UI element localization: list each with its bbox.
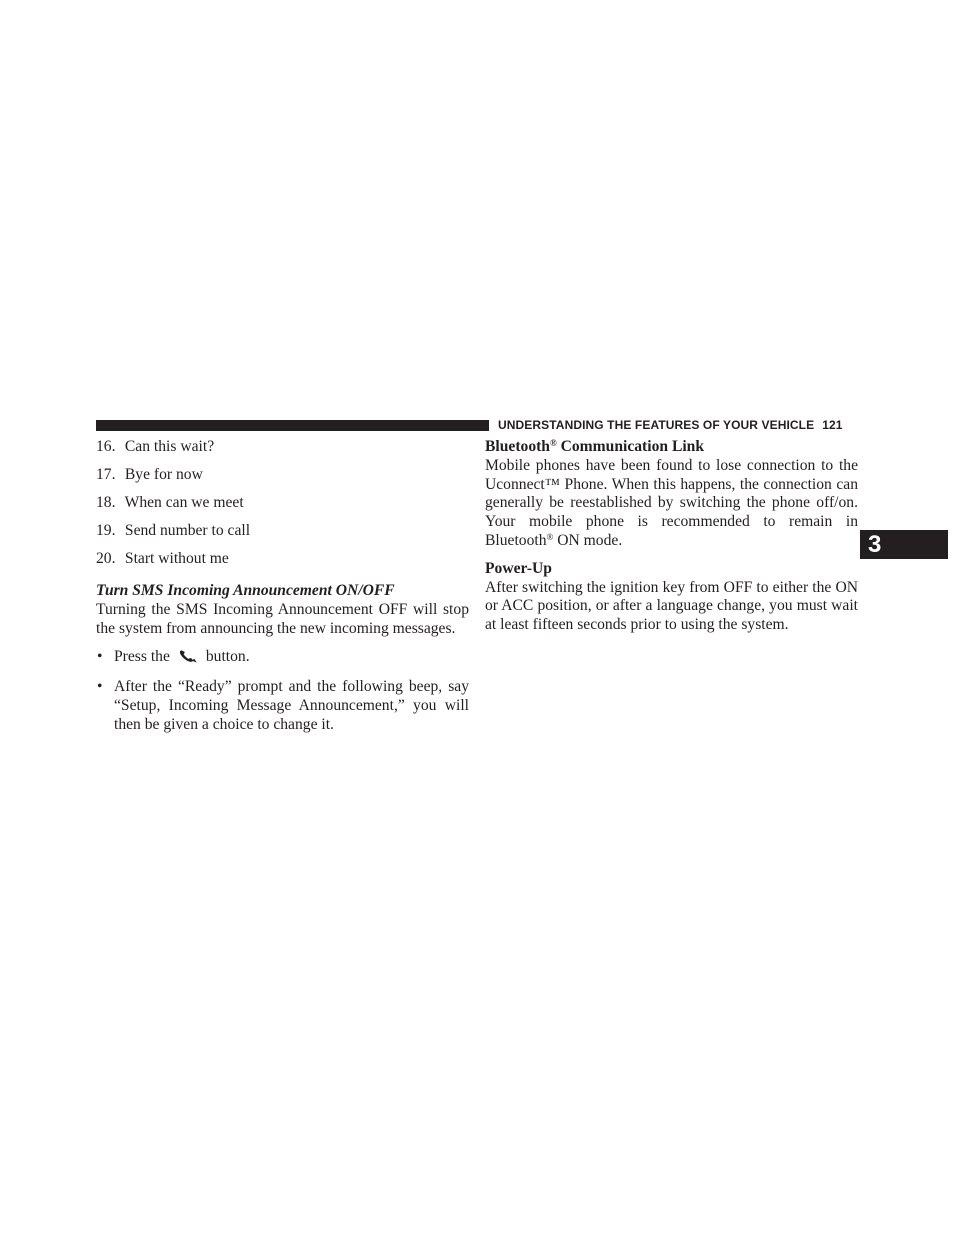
list-number: 18. xyxy=(96,494,116,511)
header-rule xyxy=(96,420,489,431)
list-text: Send number to call xyxy=(124,522,251,539)
list-number: 16. xyxy=(96,438,116,455)
bullet-text: Press the xyxy=(114,648,170,666)
list-number: 17. xyxy=(96,466,116,483)
bluetooth-paragraph-text: Mobile phones have been found to lose connection to the Uconnect™ Phone. When this happens, the connection can generally be reestablished by switching the phone off/on. Your mobile phone is recommended to remain in Bluetooth xyxy=(485,456,858,549)
bluetooth-heading xyxy=(485,438,858,457)
list-text: Can this wait? xyxy=(124,438,215,455)
list-item xyxy=(96,550,469,578)
phone-icon xyxy=(178,649,198,663)
bullet-press-phone xyxy=(96,648,469,667)
list-item xyxy=(96,438,469,466)
sms-announcement-paragraph: Turning the SMS Incoming Announcement OFF will stop the system from announcing the new incoming messages. xyxy=(96,600,469,637)
list-item xyxy=(96,494,469,522)
list-text: Start without me xyxy=(124,550,229,567)
left-column xyxy=(96,438,469,735)
list-number: 20. xyxy=(96,550,116,567)
chapter-tab xyxy=(860,530,948,559)
registered-mark: ® xyxy=(549,438,557,448)
list-item xyxy=(96,522,469,550)
bluetooth-paragraph xyxy=(485,457,858,551)
running-header xyxy=(498,418,858,432)
list-text: Bye for now xyxy=(124,466,203,483)
bluetooth-heading-text: Bluetooth xyxy=(485,438,550,455)
spacer xyxy=(485,551,858,560)
list-text: When can we meet xyxy=(124,494,244,511)
bluetooth-paragraph-text: ON mode. xyxy=(553,531,623,549)
header-title: UNDERSTANDING THE FEATURES OF YOUR VEHICLE xyxy=(498,418,815,432)
right-column xyxy=(485,438,858,635)
power-up-paragraph: After switching the ignition key from OFF to either the ON or ACC position, or after a language change, you must wait at least fifteen seconds prior to using the system. xyxy=(485,578,858,634)
bluetooth-heading-text: Communication Link xyxy=(556,438,705,455)
list-number: 19. xyxy=(96,522,116,539)
page-number: 121 xyxy=(822,418,843,432)
chapter-number: 3 xyxy=(868,531,882,558)
list-item xyxy=(96,466,469,494)
sms-announcement-heading: Turn SMS Incoming Announcement ON/OFF xyxy=(96,582,395,599)
registered-mark: ® xyxy=(546,531,554,542)
bullet-text: button. xyxy=(205,648,250,666)
power-up-heading: Power-Up xyxy=(485,559,552,577)
bullet-ready-prompt: • After the “Ready” prompt and the following beep, say “Setup, Incoming Message Announcement,” you will then be given a choice to change it. xyxy=(96,678,469,734)
